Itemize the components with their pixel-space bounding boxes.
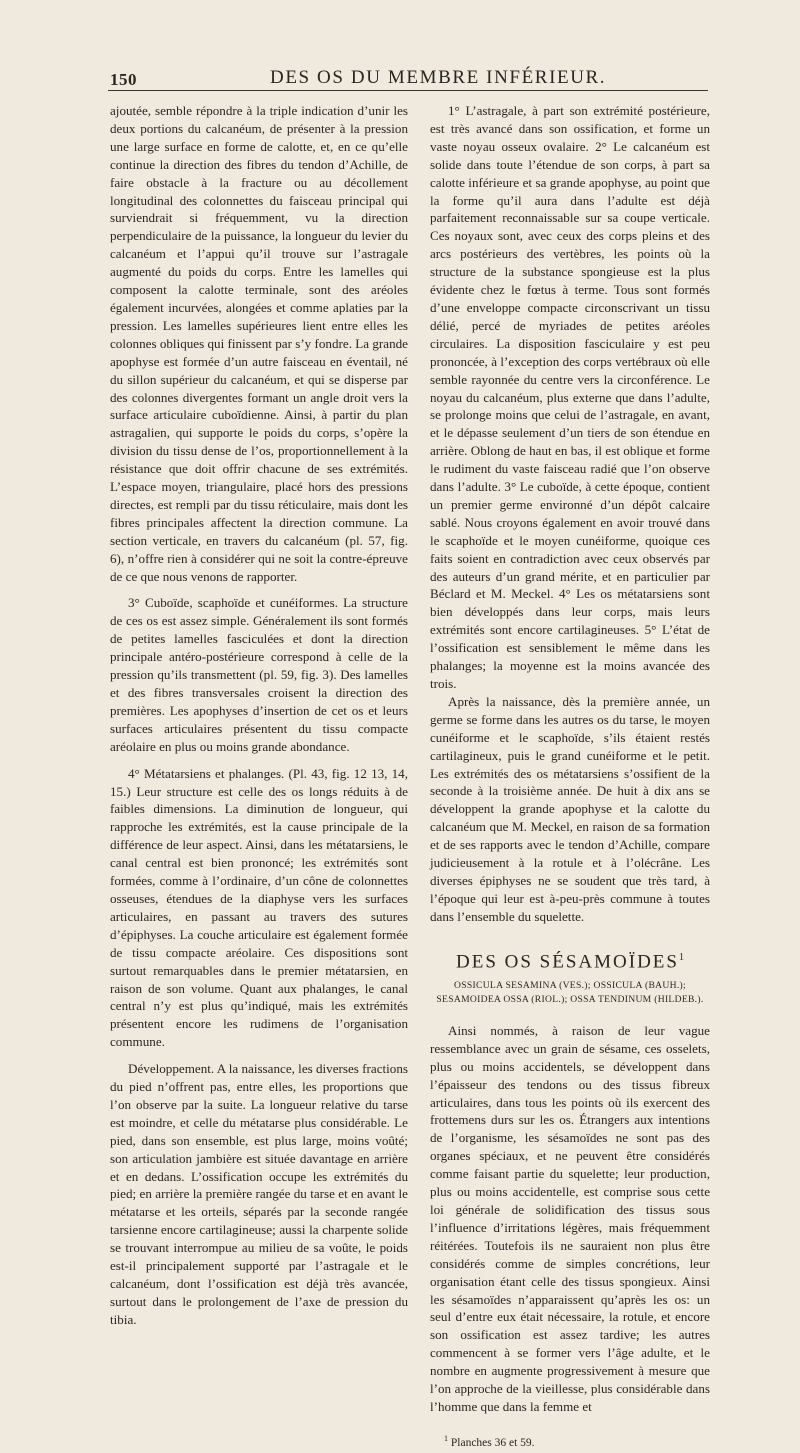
footnote-mark: 1 xyxy=(444,1433,448,1443)
paragraph-calcaneum-structure: ajoutée, semble répondre à la triple indication d’unir les deux portions du calcanéum, de présenter à la pression une large surface en forme de calotte, et, en ce qu’elle continue la direction des fibres du tendon d’Achille, de faire obstacle à la fracture ou au décollement longitudinal des colonnettes du faisceau principal qui surviendrait si fréquemment, vu la direction perpendiculaire de la puissance, la longueur du levier du calcanéum et l’appui qu’il trouve sur l’astragale augmenté du poids du corps. Entre les lamelles qui composent la calotte terminale, sont des aréoles également incurvées, alongées et comme aplaties par la pression. Les lamelles supérieures lient entre elles les colonnes obliques qui finissent par s’y fondre. La grande apophyse est formée d’un autre faisceau en éventail, né du sillon supérieur du calcanéum, et qui se disperse par des colonnes divergentes formant un angle droit vers la surface articulaire cuboïdienne. Ainsi, à partir du plan astragalien, qui supporte le poids du corps, s’opère la division du tissu dense de l’os, proportionnellement à la résistance que doit offrir chacune de ses extrémités. L’espace moyen, triangulaire, placé hors des pressions directes, est rempli par du tissu réticulaire, mais dont les fibres principales affectent la direction commune. La section verticale, en travers du calcanéum (pl. 57, fig. 6), n’offre rien à considérer qui ne soit la contre-épreuve de ce que nous venons de rapporter. xyxy=(110,103,408,584)
paragraph-cuboide-scaphoide: 3° Cuboïde, scaphoïde et cunéiformes. La structure de ces os est assez simple. Généralement ils sont formés de petites lamelles fasciculées et dont la direction principale antéro-postérieure correspond à celle de la pression qu’ils transmettent (pl. 59, fig. 3). Des lamelles et des fibres transversales croisent la direction des premières. Les apophyses d’insertion de cet os et leurs surfaces articulaires présentent du tissu compacte aréolaire en plus ou moins grande abondance. xyxy=(110,595,408,754)
section-heading-note-mark: 1 xyxy=(678,951,684,963)
paragraph-ossification-foetus: 1° L’astragale, à part son extrémité postérieure, est très avancé dans son ossification, et forme un vaste noyau osseux ovalaire. 2° Le calcanéum est solide dans toute l’étendue de son corps, à part sa calotte inférieure et sa grande apophyse, au point que la forme qu’il aura dans l’adulte est déjà parfaitement reconnaissable sur sa coupe verticale. Ces noyaux sont, avec ceux des corps pleins et des arcs postérieurs des vertèbres, les points où la structure de la substance spongieuse est la plus évidente chez le fœtus à terme. Tous sont formés d’une enveloppe compacte circonscrivant un tissu délié, percé de myriades de petites aréoles circulaires. La disposition fasciculaire y est peu prononcée, à l’exception des corps vertébraux où elle semble rayonnée du centre vers la circonférence. Le noyau du calcanéum, plus externe que dans l’adulte, se prolonge moins que celui de l’astragale, en avant, et le dépasse seulement d’un tiers de son étendue en arrière. Oblong de haut en bas, il est oblique et forme le rudiment du vaste faisceau radié que l’on observe dans l’adulte. 3° Le cuboïde, à cette époque, contient un premier germe environné d’un dépôt calcaire sablé. Nous croyons également en avoir trouvé dans le scaphoïde et le moyen cunéiforme, quoique ces faits soient en contradiction avec ceux observés par des auteurs d’un grand mérite, et en particulier par Béclard et M. Meckel. 4° Les os métatarsiens sont bien développés dans leur corps, mais leurs extrémités sont encore cartilagineuses. 5° L’état de l’ossification est sensiblement le même dans les phalanges; la moyenne est la moins avancée des trois. xyxy=(430,103,710,691)
paragraph-sesamoides: Ainsi nommés, à raison de leur vague ressemblance avec un grain de sésame, ces osselets, plus ou moins accidentels, se développent dans l’épaisseur des tendons ou des tissus fibreux articulaires, dans tous les points où ils exercent des frottemens durs sur les os. Étrangers aux intentions de l’organisme, les sésamoïdes ne sont pas des organes spéciaux, et ne peuvent être considérés comme faisant partie du squelette; leur production, plus ou moins accidentelle, est comprise sous cette loi générale de solidification des tissus sous l’influence d’irritations légères, mais fréquemment réitérées. Toutefois ils ne sauraient non plus être considérés comme de simples concrétions, leur organisation étant celle des tissus spongieux. Ainsi les sésamoïdes n’apparaissent qu’après les os: un seul d’entre eux était nécessaire, la rotule, et encore son ossification est assez tardive; les autres commencent à se former vers l’âge adulte, et le nombre en augmente progressivement à mesure que l’on approche de la vieillesse, plus considérable dans l’homme que dans la femme et xyxy=(430,1022,710,1414)
section-heading-text: DES OS SÉSAMOÏDES xyxy=(456,951,679,973)
section-heading xyxy=(430,949,710,971)
page-number: 150 xyxy=(110,70,137,89)
footnote xyxy=(430,1430,710,1453)
paragraph-apres-naissance: Après la naissance, dès la première année, un germe se forme dans les autres os du tarse, le moyen cunéiforme et le scaphoïde, s’ils étaient restés cartilagineux, puis le grand cunéiforme et le petit. Les extrémités des os métatarsiens s’ossifient de la seconde à la troisième année. De huit à dix ans se développent la grande apophyse et la calotte du calcanéum que M. Meckel, en raison de sa formation et de ses rapports avec le tendon d’Achille, compare judicieusement à la rotule et à l’olécrâne. Les diverses épiphyses ne se soudent que très tard, à l’époque qui leur est à-peu-près commune à toutes dans l’ensemble du squelette. xyxy=(430,693,710,924)
paragraph-developpement: Développement. A la naissance, les diverses fractions du pied n’offrent pas, entre elles, les proportions que l’on observe par la suite. La longueur relative du tarse est moindre, et celle du métatarse plus considérable. Le pied, dans son ensemble, est plus large, moins voûté; son articulation jambière est située davantage en arrière et en dedans. L’ossification occupe les extrémités du pied; en arrière la première rangée du tarse et en avant le métatarse et les orteils, séparés par la seconde rangée tarsienne encore cartilagineuse; aussi la charpente solide se trouvant interrompue au milieu de sa voûte, le poids est-il principalement supporté par l’astragale et le calcanéum, dont l’ossification est déjà très avancée, surtout dans le prolongement de l’axe de pression du tibia. xyxy=(110,1061,408,1327)
right-column xyxy=(430,102,710,1453)
footnote-text: Planches 36 et 59. xyxy=(450,1436,535,1449)
running-title: DES OS DU MEMBRE INFÉRIEUR. xyxy=(270,67,607,88)
latin-synonyms: OSSICULA SESAMINA (VES.); OSSICULA (BAUH.); SESAMOIDEA OSSA (RIOL.); OSSA TENDINUM (HILDEB.). xyxy=(436,979,704,1005)
left-column xyxy=(110,102,408,1329)
paragraph-metatarsiens-phalanges: 4° Métatarsiens et phalanges. (Pl. 43, fig. 12 13, 14, 15.) Leur structure est celle des os longs réduits à de faibles dimensions. La diminution de longueur, qui rapproche les extrémités, est la cause principale de la différence de leur aspect. Ainsi, dans les métatarsiens, le canal central est bien prononcé; les extrémités sont formées, comme à l’ordinaire, d’un cône de colonnettes osseuses, étendues de la diaphyse vers les surfaces articulaires, en passant au travers des sutures d’épiphyses. La couche articulaire est également formée de tissu compacte aréolaire. Ces dispositions sont surtout remarquables dans le premier métatarsien, en raison de son volume. Quant aux phalanges, le canal central n’y est plus qu’indiqué, mais les extrémités présentent encore les rudimens de l’organisation commune. xyxy=(110,765,408,1050)
header-rule xyxy=(108,90,708,91)
page-header xyxy=(0,0,800,100)
